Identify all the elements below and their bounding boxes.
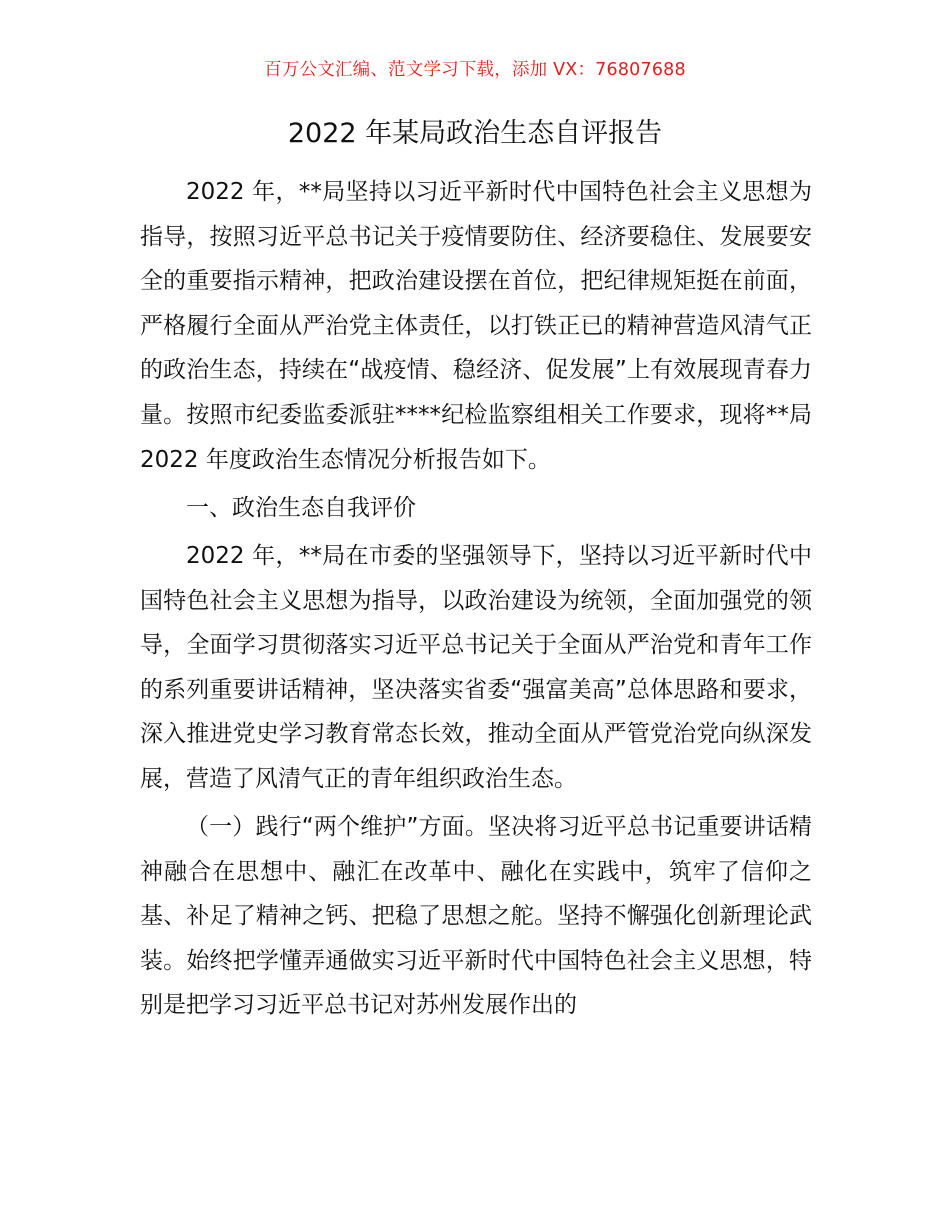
section-heading-1: 一、政治生态自我评价 [186, 494, 416, 521]
document-body [140, 170, 812, 1028]
page-title: 2022 年某局政治生态自评报告 [287, 118, 663, 149]
watermark-header-note: 百万公文汇编、范文学习下载，添加 VX：76807688 [264, 60, 686, 80]
paragraph-self-evaluation: 2022 年，**局在市委的坚强领导下，坚持以习近平新时代中国特色社会主义思想为指导，以政治建设为统领，全面加强党的领导，全面学习贯彻落实习近平总书记关于全面从严治党和青年工作的系列重要讲话精神，坚决落实省委“强富美高”总体思路和要求，深入推进党史学习教育常态长效，推动全面从严管党治党向纵深发展，营造了风清气正的青年组织政治生态。 [140, 542, 812, 792]
paragraph-two-safeguards: （一）践行“两个维护”方面。坚决将习近平总书记重要讲话精神融合在思想中、融汇在改革中、融化在实践中，筑牢了信仰之基、补足了精神之钙、把稳了思想之舵。坚持不懈强化创新理论武装。始终把学懂弄通做实习近平新时代中国特色社会主义思想，特别是把学习习近平总书记对苏州发展作出的 [140, 814, 812, 1019]
paragraph-intro: 2022 年，**局坚持以习近平新时代中国特色社会主义思想为指导，按照习近平总书记关于疫情要防住、经济要稳住、发展要安全的重要指示精神，把政治建设摆在首位，把纪律规矩挺在前面，严格履行全面从严治党主体责任，以打铁正已的精神营造风清气正的政治生态，持续在“战疫情、稳经济、促发展”上有效展现青春力量。按照市纪委监委派驻****纪检监察组相关工作要求，现将**局 2022 年度政治生态情况分析报告如下。 [140, 179, 812, 473]
